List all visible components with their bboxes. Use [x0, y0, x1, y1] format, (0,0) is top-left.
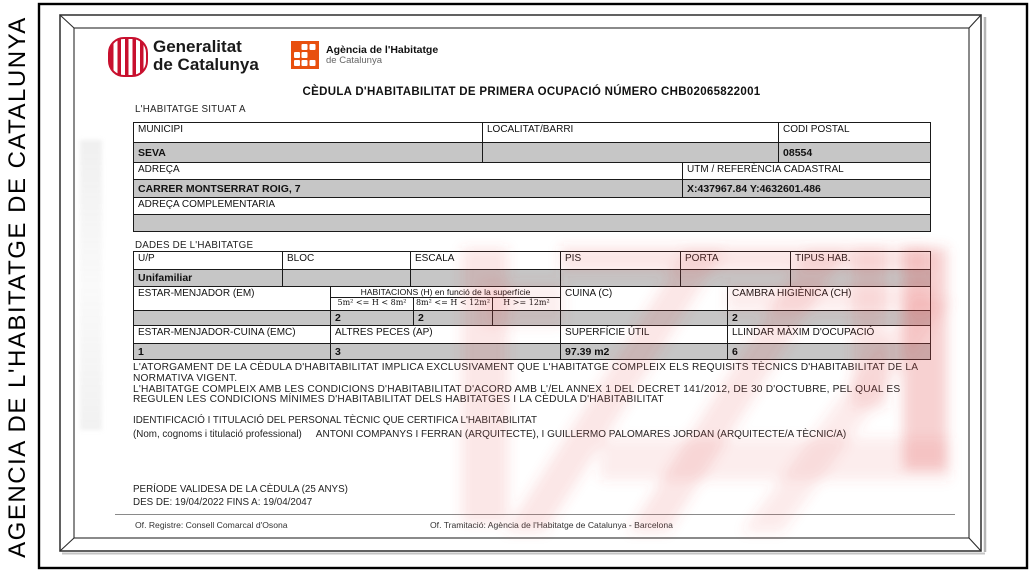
validity-period-line: PERÍODE VALIDESA DE LA CÈDULA (25 ANYS)	[133, 484, 348, 495]
generalitat-logo-icon	[108, 37, 148, 77]
table-row	[134, 270, 931, 287]
scan-ghost-artifact	[80, 140, 102, 430]
legal-paragraph-1: L'ATORGAMENT DE LA CÈDULA D'HABITABILITAT IMPLICA EXCLUSIVAMENT QUE L'HABITATGE COMPLEIX ELS REQUISITS TÈCNICS D'HABITABILITAT DE LA NORMATIVA VIGENT.	[133, 362, 918, 384]
footer-divider	[115, 514, 955, 515]
up-label: U/P	[134, 252, 283, 270]
localitat-value	[483, 143, 779, 163]
hab-range2-label: 8m² <= H < 12m²	[414, 298, 493, 311]
porta-label: PORTA	[681, 252, 791, 270]
cuina-label: CUINA (C)	[561, 287, 728, 311]
hab-range3-label: H >= 12m²	[493, 298, 561, 311]
tipus-hab-value	[791, 270, 931, 287]
footer-registre: Of. Registre: Consell Comarcal d'Osona	[135, 520, 288, 530]
tecnic-identification-line	[133, 429, 846, 440]
bloc-label: BLOC	[283, 252, 411, 270]
emc-label: ESTAR-MENJADOR-CUINA (EMC)	[134, 326, 331, 344]
generalitat-wordmark	[153, 38, 259, 74]
generalitat-line2: de Catalunya	[153, 54, 259, 74]
utm-value: X:437967.84 Y:4632601.486	[683, 180, 931, 198]
ap-label: ALTRES PECES (AP)	[331, 326, 561, 344]
hab-range3-value	[493, 311, 561, 326]
codi-postal-label: CODI POSTAL	[779, 123, 931, 143]
table-row	[134, 326, 931, 344]
table-row	[134, 215, 931, 232]
table-row	[134, 180, 931, 198]
table-row	[134, 163, 931, 180]
superficie-value: 97.39 m2	[561, 344, 728, 360]
agencia-line1: Agència de l'Habitatge	[326, 44, 439, 56]
ap-value: 3	[331, 344, 561, 360]
table-row	[134, 198, 931, 215]
cambra-value: 2	[728, 311, 931, 326]
municipi-label: MUNICIPI	[134, 123, 483, 143]
hab-range1-label: 5m² <= H < 8m²	[331, 298, 414, 311]
escala-value	[411, 270, 561, 287]
table-row	[134, 344, 931, 360]
dades-section-heading: DADES DE L'HABITATGE	[135, 240, 254, 251]
llindar-label: LLINDAR MÀXIM D'OCUPACIÓ	[728, 326, 931, 344]
escala-label: ESCALA	[411, 252, 561, 270]
cuina-value	[561, 311, 728, 326]
rooms-table	[133, 286, 931, 360]
agencia-wordmark	[326, 44, 438, 67]
emc-value: 1	[134, 344, 331, 360]
pis-label: PIS	[561, 252, 681, 270]
pis-value	[561, 270, 681, 287]
tecnic-label: (Nom, cognoms i titulació professional)	[133, 429, 302, 440]
up-value: Unifamiliar	[134, 270, 283, 287]
footer-tramitacio: Of. Tramitació: Agència de l'Habitatge de Catalunya - Barcelona	[430, 520, 673, 530]
porta-value	[681, 270, 791, 287]
generalitat-line1: Generalitat	[153, 37, 242, 56]
document-title: CÈDULA D'HABITABILITAT DE PRIMERA OCUPACIÓ NÚMERO CHB02065822001	[302, 86, 761, 98]
table-row	[134, 287, 931, 298]
hab-range2-value: 2	[414, 311, 493, 326]
validity-dates-line: DES DE: 19/04/2022 FINS A: 19/04/2047	[133, 497, 313, 508]
municipi-value: SEVA	[134, 143, 483, 163]
adreca-value: CARRER MONTSERRAT ROIG, 7	[134, 180, 683, 198]
habitacions-group-label: HABITACIONS (H) en funció de la superfície	[331, 287, 561, 298]
tecnic-names: ANTONI COMPANYS I FERRAN (ARQUITECTE), I GUILLERMO PALOMARES JORDAN (ARQUITECTE/A TÈCNIC/A)	[315, 429, 847, 440]
codi-postal-value: 08554	[779, 143, 931, 163]
tipus-hab-label: TIPUS HAB.	[791, 252, 931, 270]
adreca-label: ADREÇA	[134, 163, 683, 180]
location-section-heading: L'HABITATGE SITUAT A	[135, 104, 246, 115]
agencia-line2: de Catalunya	[326, 55, 382, 67]
localitat-label: LOCALITAT/BARRI	[483, 123, 779, 143]
table-row	[134, 143, 931, 163]
cambra-label: CAMBRA HIGIÈNICA (CH)	[728, 287, 931, 311]
table-row	[134, 311, 931, 326]
superficie-label: SUPERFÍCIE ÚTIL	[561, 326, 728, 344]
bloc-value	[283, 270, 411, 287]
unit-table	[133, 251, 931, 287]
table-row	[134, 252, 931, 270]
agencia-habitatge-logo-icon	[291, 41, 319, 69]
hab-range1-value: 2	[331, 311, 414, 326]
llindar-value: 6	[728, 344, 931, 360]
tecnic-heading: IDENTIFICACIÓ I TITULACIÓ DEL PERSONAL TÈCNIC QUE CERTIFICA L'HABITABILITAT	[133, 415, 537, 426]
agency-vertical-title: AGENCIA DE L'HABITATGE DE CATALUNYA	[4, 16, 31, 558]
legal-paragraph-2: L'HABITATGE COMPLEIX AMB LES CONDICIONS D'HABITABILITAT D'ACORD AMB L'/EL ANNEX 1 DEL DECRET 141/2012, DE 30 D'OCTUBRE, PEL QUAL ES REGULEN LES CONDICIONS MÍNIMES D'HABITABILITAT DELS HABITATGES I LA CÈDULA D'HABITABILITAT	[133, 383, 901, 406]
table-row	[134, 123, 931, 143]
adreca-comp-label: ADREÇA COMPLEMENTARIA	[134, 198, 931, 215]
em-label: ESTAR-MENJADOR (EM)	[134, 287, 331, 311]
legal-text-block	[133, 363, 933, 406]
utm-label: UTM / REFERÈNCIA CADASTRAL	[683, 163, 931, 180]
em-value	[134, 311, 331, 326]
location-table	[133, 122, 931, 232]
adreca-comp-value	[134, 215, 931, 232]
